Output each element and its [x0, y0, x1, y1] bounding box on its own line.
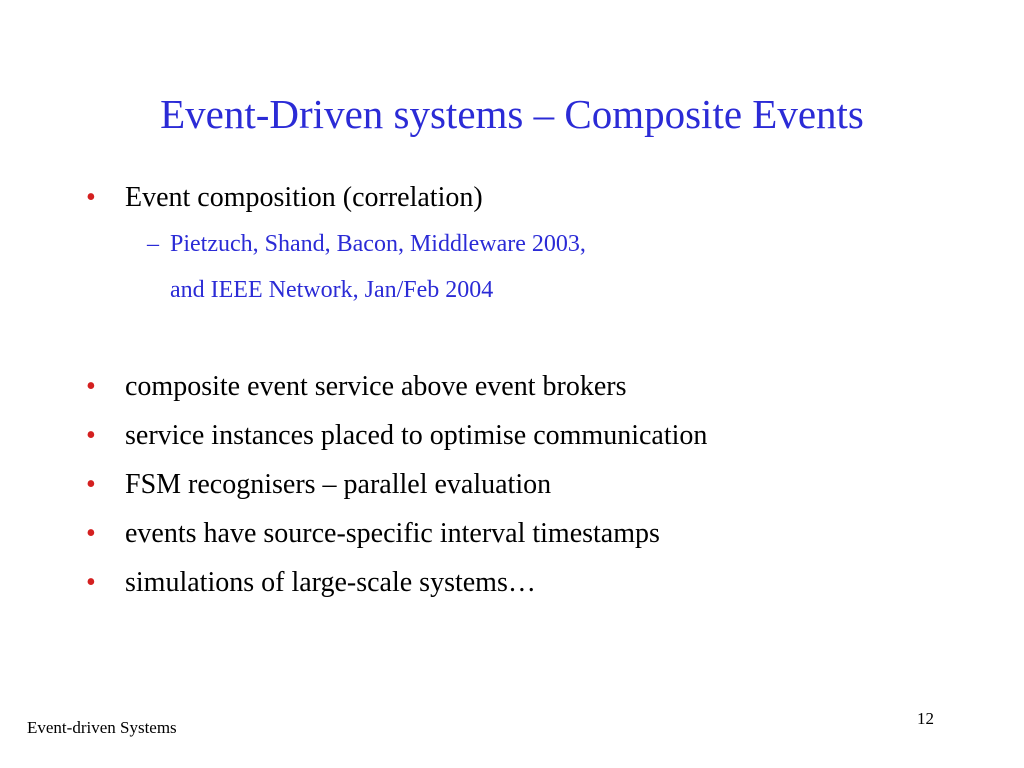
bullet-icon: • [86, 518, 96, 549]
bullet-item [86, 516, 660, 552]
bullet-icon: • [86, 567, 96, 598]
bullet-text: events have source-specific interval timestamps [125, 518, 660, 549]
bullet-item [86, 565, 536, 601]
sub-bullet-continuation [170, 274, 493, 306]
bullet-icon: • [86, 420, 96, 451]
slide-title: Event-Driven systems – Composite Events [160, 91, 864, 137]
bullet-item [86, 418, 707, 454]
sub-bullet-text: Pietzuch, Shand, Bacon, Middleware 2003, [170, 231, 586, 257]
bullet-text: composite event service above event brokers [125, 371, 627, 402]
bullet-item [86, 467, 551, 503]
slide-footer: Event-driven Systems [27, 718, 177, 737]
bullet-icon: • [86, 371, 96, 402]
sub-bullet-text: and IEEE Network, Jan/Feb 2004 [170, 277, 494, 303]
bullet-text: Event composition (correlation) [125, 182, 483, 213]
bullet-text: FSM recognisers – parallel evaluation [125, 469, 552, 500]
bullet-text: service instances placed to optimise communication [125, 420, 708, 451]
bullet-icon: • [86, 182, 96, 213]
page-number: 12 [917, 709, 934, 728]
sub-bullet-item [147, 228, 586, 260]
bullet-text: simulations of large-scale systems… [125, 567, 536, 598]
bullet-icon: • [86, 469, 96, 500]
dash-icon: – [147, 231, 159, 257]
bullet-item [86, 180, 483, 216]
bullet-item [86, 369, 626, 405]
